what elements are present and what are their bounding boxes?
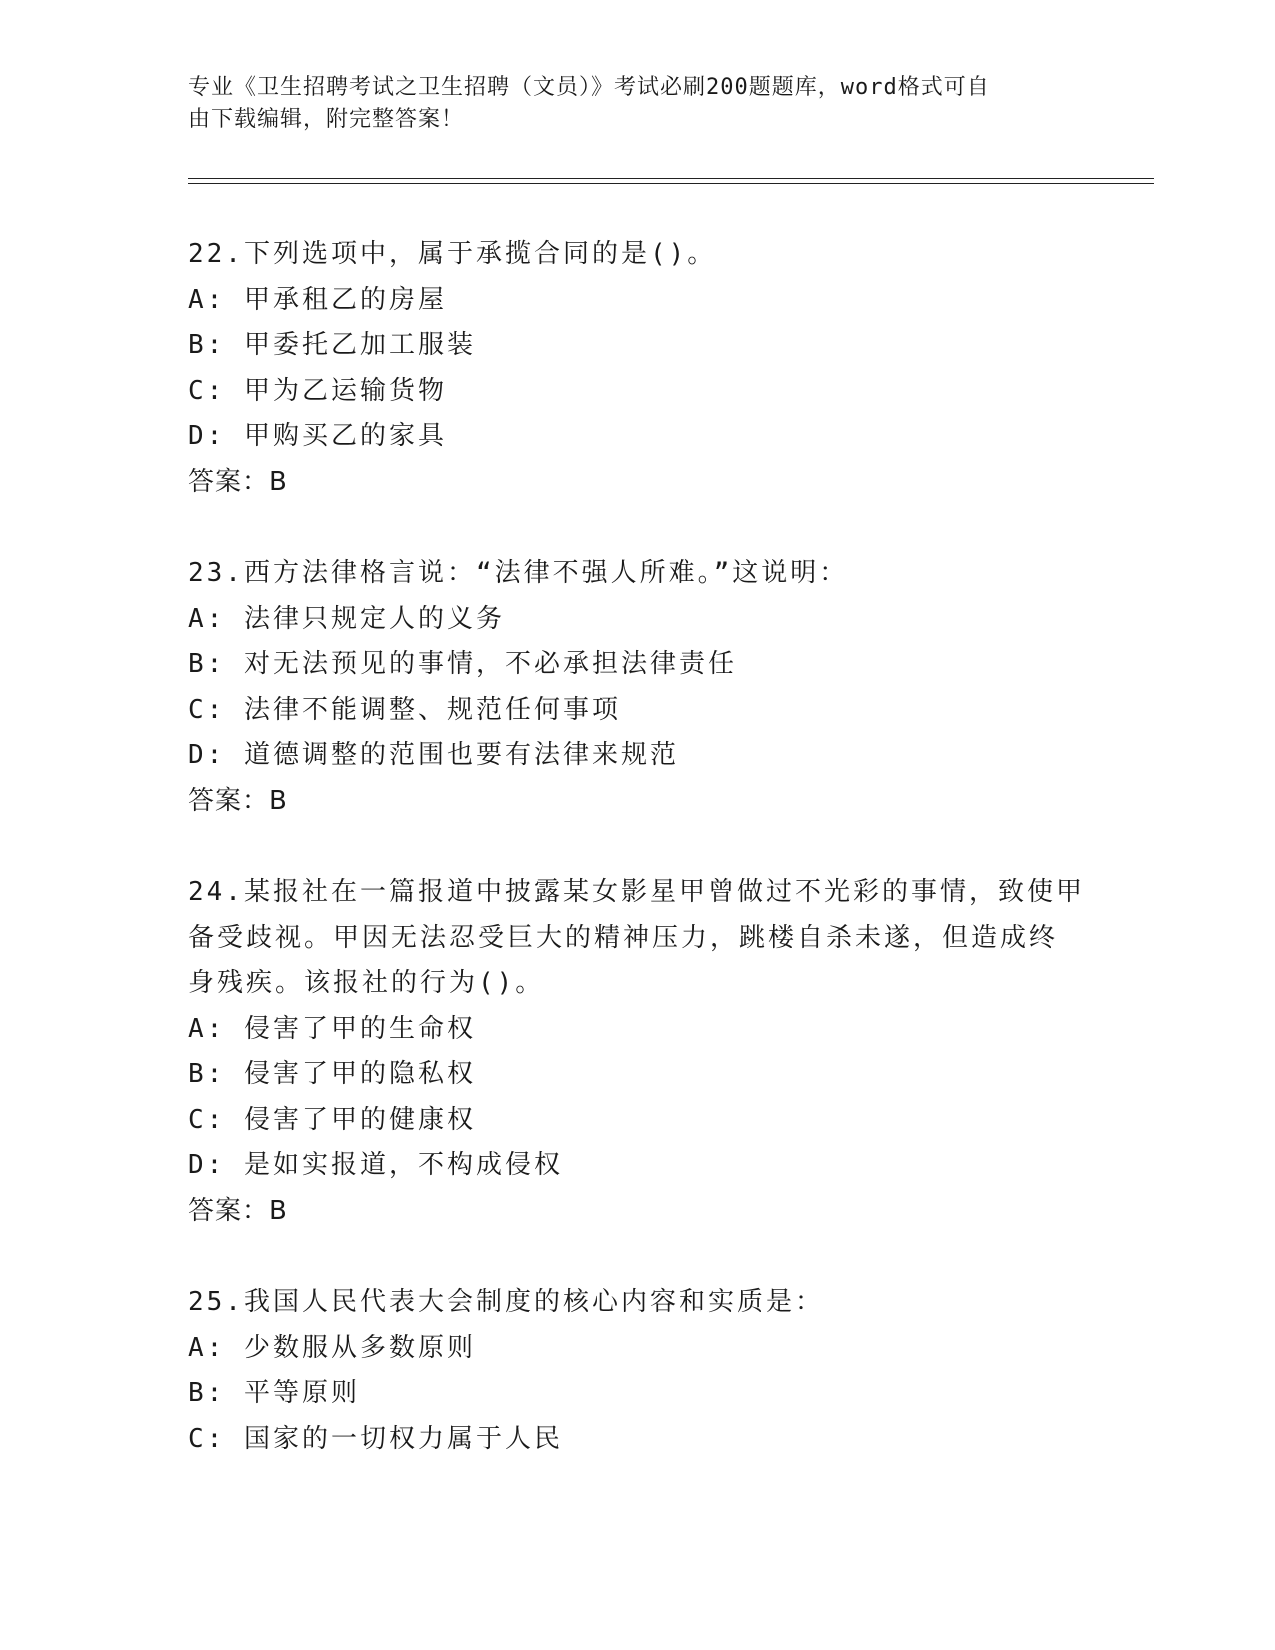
option-c: C: 国家的一切权力属于人民 (188, 1423, 563, 1454)
header-divider-bottom (188, 183, 1154, 184)
document-header (188, 72, 1068, 136)
option-a: A: 少数服从多数原则 (188, 1332, 476, 1363)
question-22 (188, 232, 1088, 505)
option-a: A: 法律只规定人的义务 (188, 603, 505, 634)
option-c: C: 侵害了甲的健康权 (188, 1104, 476, 1135)
question-25 (188, 1280, 1088, 1462)
option-a: A: 甲承租乙的房屋 (188, 284, 447, 315)
question-24 (188, 870, 1088, 1234)
option-a: A: 侵害了甲的生命权 (188, 1013, 476, 1044)
question-stem-line-1: 24.某报社在一篇报道中披露某女影星甲曾做过不光彩的事情，致使甲 (188, 877, 1085, 907)
answer: 答案：B (188, 785, 288, 816)
option-d: D: 道德调整的范围也要有法律来规范 (188, 740, 679, 770)
question-list (188, 232, 1088, 1508)
header-line-1: 专业《卫生招聘考试之卫生招聘（文员）》考试必刷200题题库，word格式可自 (188, 75, 990, 100)
option-c: C: 甲为乙运输货物 (188, 375, 447, 406)
answer: 答案：B (188, 466, 288, 497)
header-divider-top (188, 178, 1154, 179)
option-c: C: 法律不能调整、规范任何事项 (188, 694, 621, 725)
option-d: D: 是如实报道，不构成侵权 (188, 1150, 563, 1180)
answer: 答案：B (188, 1195, 288, 1226)
option-d: D: 甲购买乙的家具 (188, 421, 447, 451)
question-23 (188, 551, 1088, 824)
question-stem: 22.下列选项中，属于承揽合同的是()。 (188, 239, 717, 269)
question-stem-line-2: 备受歧视。甲因无法忍受巨大的精神压力，跳楼自杀未遂，但造成终 (188, 922, 1059, 953)
option-b: B: 平等原则 (188, 1378, 360, 1408)
option-b: B: 侵害了甲的隐私权 (188, 1059, 476, 1089)
header-line-2: 由下载编辑，附完整答案！ (188, 107, 465, 132)
option-b: B: 对无法预见的事情，不必承担法律责任 (188, 649, 737, 679)
question-stem: 25.我国人民代表大会制度的核心内容和实质是： (188, 1287, 824, 1317)
question-stem: 23.西方法律格言说：“法律不强人所难。”这说明： (188, 558, 849, 588)
option-b: B: 甲委托乙加工服装 (188, 330, 476, 360)
question-stem-line-3: 身残疾。该报社的行为()。 (188, 968, 545, 998)
